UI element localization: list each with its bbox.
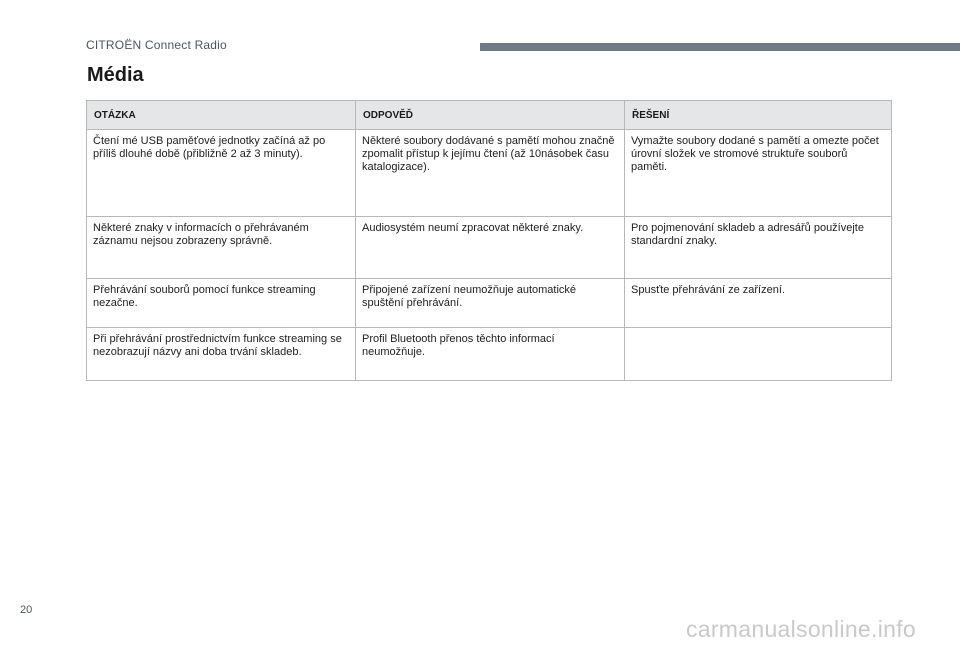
table-row <box>87 279 892 328</box>
header-brand: CITROËN Connect Radio <box>86 38 227 52</box>
cell-solution: Spusťte přehrávání ze zařízení. <box>625 279 892 328</box>
column-header-solution: ŘEŠENÍ <box>625 101 892 130</box>
table-row <box>87 217 892 279</box>
header-bar <box>480 43 960 51</box>
cell-question: Některé znaky v informacích o přehrávaném záznamu nejsou zobrazeny správně. <box>87 217 356 279</box>
cell-solution: Pro pojmenování skladeb a adresářů používejte standardní znaky. <box>625 217 892 279</box>
faq-table <box>86 100 892 381</box>
page-title: Média <box>87 64 144 86</box>
watermark-text: carmanualsonline.info <box>685 616 916 642</box>
cell-answer: Profil Bluetooth přenos těchto informací neumožňuje. <box>356 328 625 381</box>
page-number: 20 <box>20 604 33 616</box>
table-row <box>87 130 892 217</box>
cell-answer: Audiosystém neumí zpracovat některé znaky. <box>356 217 625 279</box>
cell-answer: Některé soubory dodávané s pamětí mohou značně zpomalit přístup k jejímu čtení (až 10násobek času katalogizace). <box>356 130 625 217</box>
column-header-question: OTÁZKA <box>87 101 356 130</box>
cell-solution: Vymažte soubory dodané s pamětí a omezte počet úrovní složek ve stromové struktuře souborů paměti. <box>625 130 892 217</box>
cell-solution <box>625 328 892 381</box>
cell-answer: Připojené zařízení neumožňuje automatické spuštění přehrávání. <box>356 279 625 328</box>
table-row <box>87 328 892 381</box>
cell-question: Přehrávání souborů pomocí funkce streaming nezačne. <box>87 279 356 328</box>
column-header-answer: ODPOVĚĎ <box>356 101 625 130</box>
cell-question: Čtení mé USB paměťové jednotky začíná až po příliš dlouhé době (přibližně 2 až 3 minuty). <box>87 130 356 217</box>
cell-question: Při přehrávání prostřednictvím funkce streaming se nezobrazují názvy ani doba trvání skladeb. <box>87 328 356 381</box>
table-header-row <box>87 101 892 130</box>
